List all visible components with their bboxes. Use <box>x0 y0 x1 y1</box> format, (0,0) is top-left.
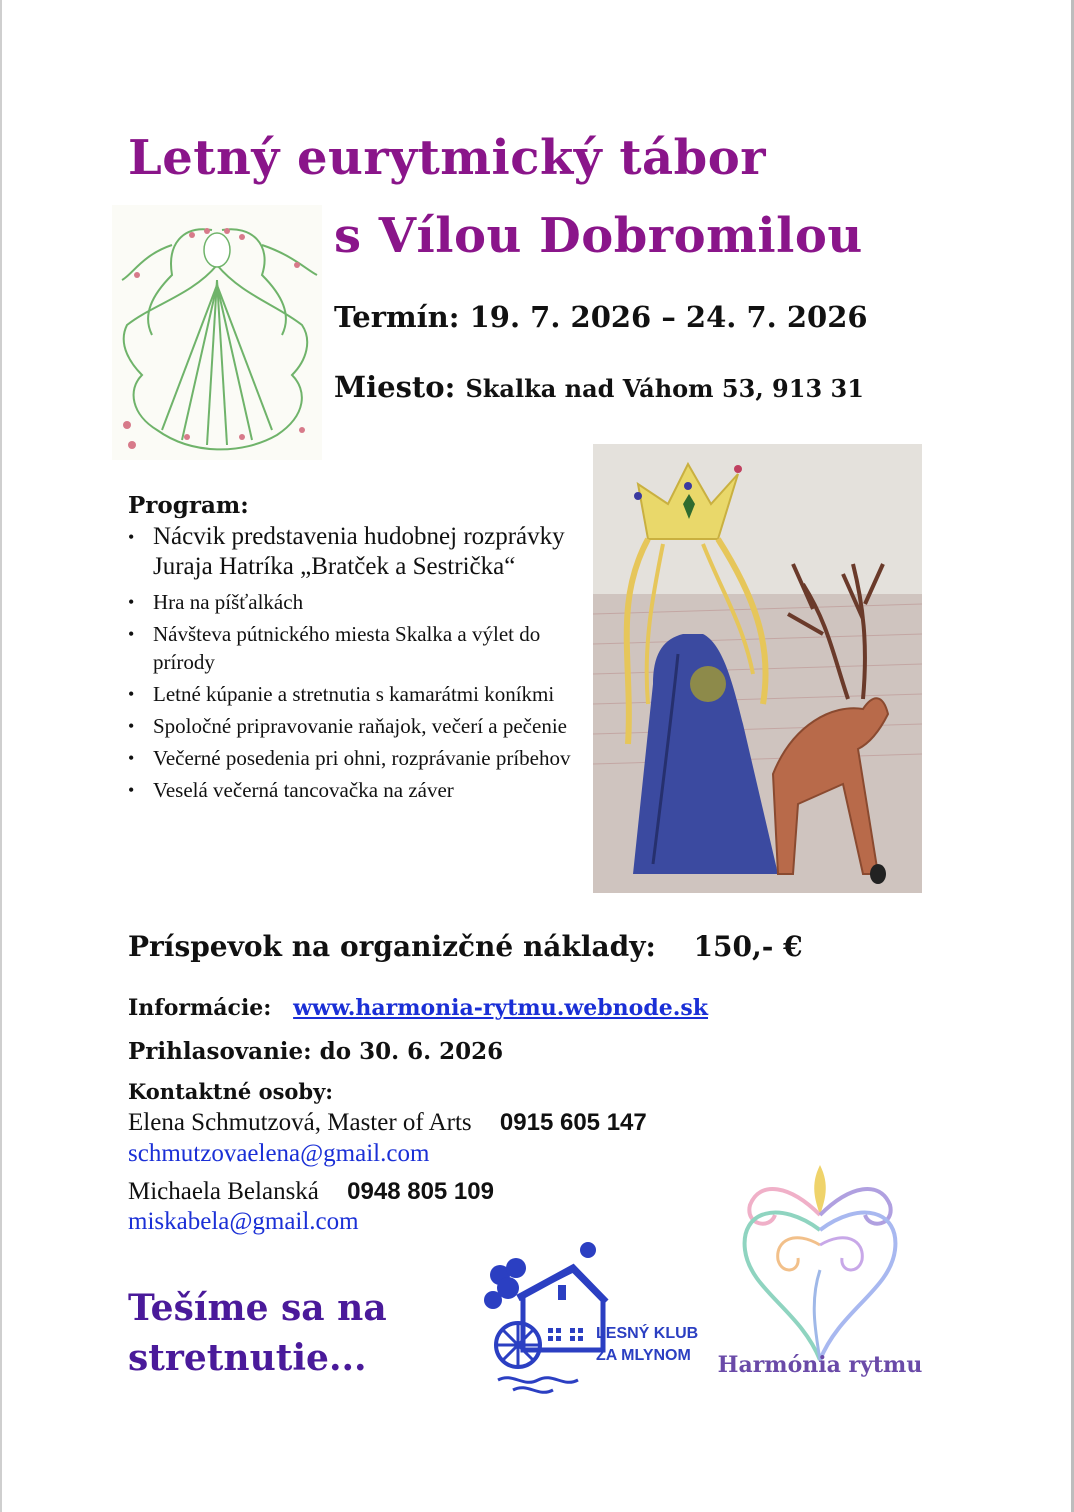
queen-and-deer-drawing <box>593 444 922 893</box>
website-link[interactable]: www.harmonia-rytmu.webnode.sk <box>293 995 709 1021</box>
page-title-line1: Letný eurytmický tábor <box>128 130 766 186</box>
lesny-klub-line1: LESNÝ KLUB <box>596 1325 699 1342</box>
signup-deadline: Prihlasovanie: do 30. 6. 2026 <box>128 1038 504 1065</box>
contacts-heading: Kontaktné osoby: <box>128 1079 334 1104</box>
program-item: • Hra na píšťalkách <box>128 588 578 616</box>
contact-1-email[interactable]: schmutzovaelena@gmail.com <box>128 1140 430 1167</box>
closing-message: Tešíme sa na stretnutie... <box>128 1287 387 1379</box>
info-label: Informácie: <box>128 995 272 1021</box>
term-value: 19. 7. 2026 – 24. 7. 2026 <box>469 300 868 334</box>
contact-2-email[interactable]: miskabela@gmail.com <box>128 1208 359 1235</box>
harmonia-logo-text: Harmónia rytmu <box>717 1352 923 1378</box>
fee-label: Príspevok na organizčné náklady: <box>128 930 656 963</box>
term-label: Termín: <box>334 300 460 334</box>
program-heading: Program: <box>128 492 249 519</box>
program-item: • Veselá večerná tancovačka na záver <box>128 776 578 804</box>
fee-line <box>128 930 803 963</box>
term-line <box>334 300 868 334</box>
contact-1-name: Elena Schmutzová, Master of Arts <box>128 1109 472 1136</box>
place-line <box>334 370 864 404</box>
place-value: Skalka nad Váhom 53, 913 31 <box>465 374 864 403</box>
fairy-illustration <box>112 205 322 460</box>
page-edge-left <box>0 0 2 1512</box>
contact-1 <box>128 1109 647 1137</box>
contact-2-phone: 0948 805 109 <box>347 1178 494 1205</box>
contact-1-phone: 0915 605 147 <box>499 1109 647 1136</box>
program-item: • Večerné posedenia pri ohni, rozprávanie príbehov <box>128 744 578 772</box>
program-item: • Nácvik predstavenia hudobnej rozprávky Juraja Hatríka „Bratček a Sestrička“ <box>128 522 578 582</box>
program-item: • Návšteva pútnického miesta Skalka a výlet do prírody <box>128 620 578 676</box>
program-item: • Letné kúpanie a stretnutia s kamarátmi koníkmi <box>128 680 578 708</box>
harmonia-rytmu-logo <box>717 1160 923 1385</box>
contact-2-name: Michaela Belanská <box>128 1178 319 1205</box>
lesny-klub-logo <box>478 1240 699 1395</box>
lesny-klub-line2: ZA MLYNOM <box>596 1347 691 1364</box>
info-line <box>128 995 708 1021</box>
program-list <box>128 522 578 808</box>
contact-2 <box>128 1178 494 1206</box>
place-label: Miesto: <box>334 370 456 404</box>
fee-amount: 150,- € <box>693 930 803 963</box>
page-title-line2: s Vílou Dobromilou <box>334 208 863 264</box>
program-item: • Spoločné pripravovanie raňajok, večerí a pečenie <box>128 712 578 740</box>
